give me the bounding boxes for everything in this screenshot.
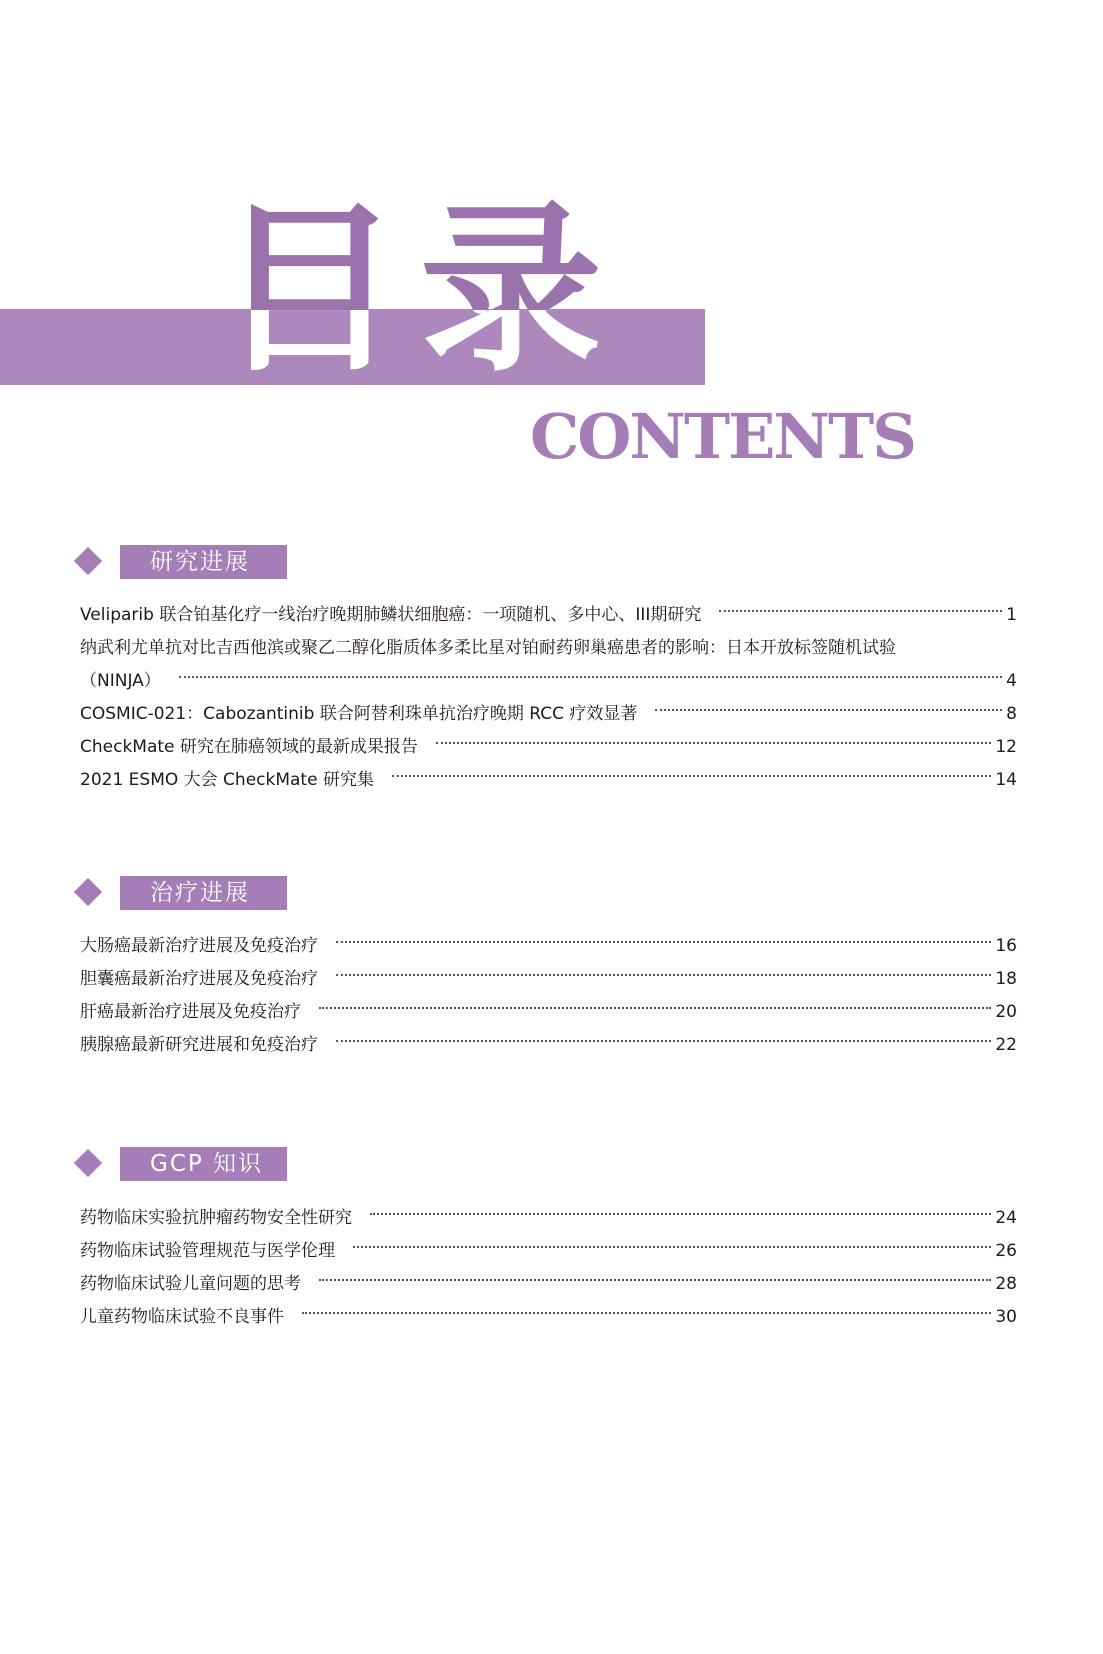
dot-leader: [392, 775, 991, 777]
toc-entry-title: 药物临床试验管理规范与医学伦理: [80, 1241, 335, 1261]
toc-entry-title: 肝癌最新治疗进展及免疫治疗: [80, 1002, 301, 1022]
section-label: GCP 知识: [120, 1147, 287, 1181]
diamond-icon: [74, 1149, 102, 1177]
toc-entry-title: 2021 ESMO 大会 CheckMate 研究集: [80, 770, 374, 790]
dot-leader: [655, 709, 1002, 711]
page-title: [218, 184, 602, 396]
dot-leader: [353, 1246, 991, 1248]
toc-entry[interactable]: [80, 963, 1017, 996]
toc-entry-title: Veliparib 联合铂基化疗一线治疗晚期肺鳞状细胞癌：一项随机、多中心、III期研究: [80, 605, 702, 625]
toc-entry-title-line1[interactable]: 纳武利尤单抗对比吉西他滨或聚乙二醇化脂质体多柔比星对铂耐药卵巢癌患者的影响：日本开放标签随机试验: [80, 638, 896, 658]
dot-leader: [179, 676, 1002, 678]
section-label: 研究进展: [120, 545, 287, 579]
toc-page-number: 28: [995, 1274, 1017, 1294]
dot-leader: [336, 1040, 991, 1042]
toc-entry[interactable]: [80, 698, 1017, 731]
dot-leader: [719, 610, 1002, 612]
toc-entry-title: CheckMate 研究在肺癌领域的最新成果报告: [80, 737, 418, 757]
toc-entry[interactable]: [80, 1202, 1017, 1235]
toc-entry[interactable]: [80, 599, 1017, 632]
toc-entry-title: 胆囊癌最新治疗进展及免疫治疗: [80, 969, 318, 989]
toc-entry[interactable]: [80, 930, 1017, 963]
dot-leader: [436, 742, 991, 744]
toc-page-number: 18: [995, 969, 1017, 989]
diamond-icon: [74, 547, 102, 575]
dot-leader: [370, 1213, 991, 1215]
toc-entry[interactable]: [80, 1029, 1017, 1062]
toc-page-number: 14: [995, 770, 1017, 790]
toc-entry-title: （NINJA）: [80, 671, 161, 691]
toc-page-number: 30: [995, 1307, 1017, 1327]
diamond-icon: [74, 878, 102, 906]
toc-list-research: [80, 599, 1017, 797]
toc-page-number: 8: [1006, 704, 1017, 724]
title-glyph-2: 录: [420, 184, 602, 396]
toc-entry-title: COSMIC-021：Cabozantinib 联合阿替利珠单抗治疗晚期 RCC 疗效显著: [80, 704, 638, 724]
toc-entry[interactable]: [80, 731, 1017, 764]
toc-entry[interactable]: [80, 665, 1017, 698]
toc-page-number: 16: [995, 936, 1017, 956]
toc-page-number: 24: [995, 1208, 1017, 1228]
contents-heading: CONTENTS: [530, 400, 916, 473]
toc-page-number: 12: [995, 737, 1017, 757]
dot-leader: [319, 1279, 991, 1281]
title-glyph-1: 目: [218, 184, 400, 396]
toc-entry-title: 儿童药物临床试验不良事件: [80, 1307, 284, 1327]
toc-entry[interactable]: [80, 996, 1017, 1029]
toc-entry[interactable]: [80, 1301, 1017, 1334]
section-label: 治疗进展: [120, 876, 287, 910]
toc-entry[interactable]: [80, 1235, 1017, 1268]
toc-entry-title: 大肠癌最新治疗进展及免疫治疗: [80, 936, 318, 956]
toc-entry[interactable]: [80, 1268, 1017, 1301]
dot-leader: [336, 974, 991, 976]
dot-leader: [302, 1312, 991, 1314]
toc-entry-title: 胰腺癌最新研究进展和免疫治疗: [80, 1035, 318, 1055]
toc-page-number: 26: [995, 1241, 1017, 1261]
toc-page-number: 4: [1006, 671, 1017, 691]
toc-entry-title: 药物临床实验抗肿瘤药物安全性研究: [80, 1208, 352, 1228]
toc-entry[interactable]: [80, 764, 1017, 797]
toc-page-number: 22: [995, 1035, 1017, 1055]
toc-page-number: 20: [995, 1002, 1017, 1022]
dot-leader: [319, 1007, 991, 1009]
toc-list-gcp: [80, 1202, 1017, 1334]
toc-list-treatment: [80, 930, 1017, 1062]
toc-entry-title: 药物临床试验儿童问题的思考: [80, 1274, 301, 1294]
dot-leader: [336, 941, 991, 943]
toc-page-number: 1: [1006, 605, 1017, 625]
